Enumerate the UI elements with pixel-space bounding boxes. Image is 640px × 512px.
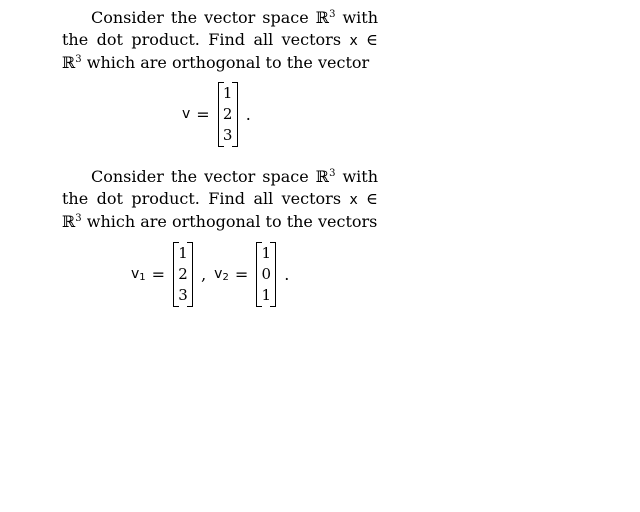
problem-2-dim: 3 bbox=[329, 168, 336, 179]
vector-v-matrix bbox=[218, 82, 238, 147]
vector-v1-equals: = bbox=[151, 264, 166, 284]
problem-2-prefix: Consider the vector space bbox=[91, 167, 316, 186]
vector-v1-matrix bbox=[173, 242, 193, 307]
problem-1-suffix: with the dot product. Find all vectors bbox=[62, 8, 379, 49]
vectors-period: . bbox=[284, 264, 290, 284]
problem-2-field2: ℝ bbox=[62, 212, 76, 231]
vector-v2-subscript: 2 bbox=[222, 272, 229, 283]
problem-2-field: ℝ bbox=[315, 167, 330, 186]
problem-1-field: ℝ bbox=[315, 8, 330, 27]
vector-v1-letter: v bbox=[131, 266, 140, 282]
vector-v2-entry-2: 0 bbox=[261, 264, 272, 283]
vector-v1-name bbox=[131, 266, 146, 282]
vector-v1-entry-1: 1 bbox=[178, 243, 188, 262]
vector-v2-matrix bbox=[256, 242, 276, 307]
problem-1-dim: 3 bbox=[329, 9, 336, 20]
vector-v1-subscript: 1 bbox=[139, 272, 146, 283]
problem-2-x-var: x bbox=[349, 192, 358, 208]
problem-1-dim2: 3 bbox=[75, 54, 82, 65]
vector-v1-entry-3: 3 bbox=[178, 285, 188, 304]
problem-2-dim2: 3 bbox=[75, 213, 82, 224]
vector-v2-entry-1: 1 bbox=[261, 243, 272, 262]
vector-v1-entry-2: 2 bbox=[178, 264, 188, 283]
vector-v-entry-2: 2 bbox=[222, 104, 233, 123]
vector-v-period: . bbox=[245, 104, 251, 124]
vector-v-entry-1: 1 bbox=[222, 83, 233, 102]
problem-1-prefix: Consider the vector space bbox=[91, 8, 316, 27]
vector-v-entry-3: 3 bbox=[222, 125, 233, 144]
vector-v2-letter: v bbox=[214, 266, 223, 282]
vector-v2-equals: = bbox=[234, 264, 249, 284]
vector-v2-name bbox=[214, 266, 229, 282]
problem-2-line-end: which are orthogonal to the vectors bbox=[81, 212, 378, 231]
problem-2-in-symbol: ∈ bbox=[357, 189, 379, 208]
problem-2-suffix: with the dot product. Find all vectors bbox=[62, 167, 379, 208]
problem-1-text bbox=[62, 7, 378, 74]
vector-v-name: v bbox=[182, 106, 191, 122]
problem-1-paragraph bbox=[62, 7, 378, 74]
problem-1-x-var: x bbox=[349, 33, 358, 49]
problem-1-line-end: which are orthogonal to the vector bbox=[81, 53, 370, 72]
vector-v2-entry-3: 1 bbox=[261, 285, 272, 304]
problem-2-text bbox=[62, 166, 378, 233]
vector-separator-comma: , bbox=[201, 264, 207, 284]
problem-1-vector-display bbox=[182, 80, 251, 148]
vector-v-equals: = bbox=[196, 104, 210, 124]
problem-2-vectors-display bbox=[131, 240, 289, 308]
problem-1-field2: ℝ bbox=[62, 53, 76, 72]
problem-2-paragraph bbox=[62, 166, 378, 233]
problem-1-in-symbol: ∈ bbox=[357, 30, 379, 49]
